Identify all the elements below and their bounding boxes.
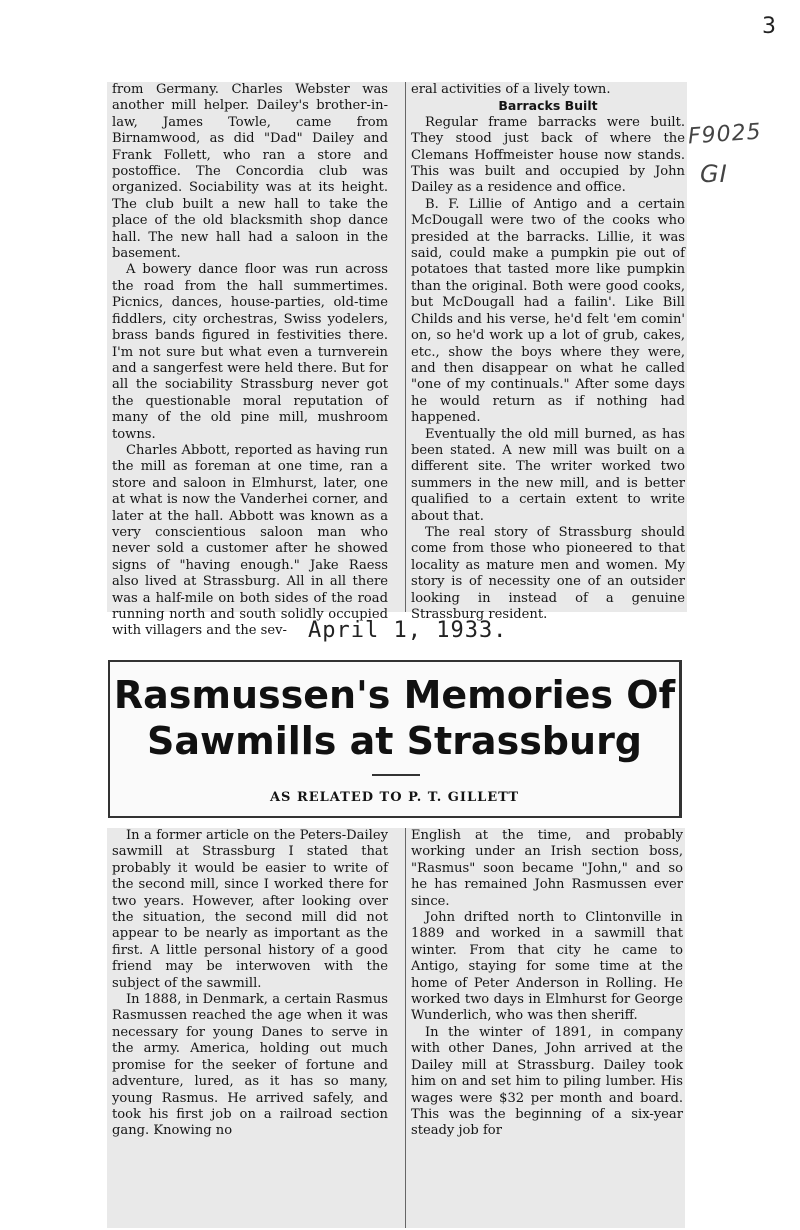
- headline-line-2: Sawmills at Strassburg: [146, 719, 643, 763]
- paragraph: Regular frame barracks were built. They stood just back of where the Clemans Hoffmeister house now stands. This was built and occupied by John Dailey as a residence and office.: [411, 114, 685, 196]
- bottom-article-right-column: [405, 828, 683, 1228]
- bottom-article-clipping: [107, 828, 685, 1228]
- headline-box: [108, 660, 682, 818]
- handwritten-initials: GI: [700, 160, 728, 188]
- paragraph: John drifted north to Clintonville in 1889 and worked in a sawmill that winter. From that city he came to Antigo, staying for some time at the home of Peter Anderson in Rolling. He worked two days in Elmhurst for George Wunderlich, who was then sheriff.: [411, 910, 683, 1024]
- top-article-left-column: [112, 82, 388, 639]
- bottom-article-left-column: [112, 828, 388, 1228]
- paragraph: eral activities of a lively town.: [411, 82, 611, 97]
- paragraph: Eventually the old mill burned, as has been stated. A new mill was built on a different site. The writer worked two summers in the new mill, and is better qualified to a certain extent to write about that.: [411, 426, 685, 524]
- top-article-right-column: [405, 82, 685, 622]
- paragraph: English at the time, and probably working under an Irish section boss, "Rasmus" soon became "John," and so he has remained John Rasmussen ever since.: [411, 828, 683, 909]
- handwritten-date: April 1, 1933.: [308, 618, 508, 643]
- handwritten-code: F9025: [687, 119, 763, 150]
- paragraph: from Germany. Charles Webster was another mill helper. Dailey's brother-in-law, James Towle, came from Birnamwood, as did "Dad" Dailey and Frank Follett, who ran a store and postoffice. The Concordia club was organized. Sociability was at its height. The club built a new hall to take the place of the old blacksmith shop dance hall. The new hall had a saloon in the basement.: [112, 82, 388, 262]
- headline-line-1: Rasmussen's Memories Of: [113, 673, 676, 717]
- headline-divider: [372, 774, 420, 776]
- paragraph: In the winter of 1891, in company with other Danes, John arrived at the Dailey mill at Strassburg. Dailey took him on and set him to piling lumber. His wages were $32 per month and board. This was the beginning of a six-year steady job for: [411, 1024, 683, 1139]
- paragraph: In a former article on the Peters-Dailey sawmill at Strassburg I stated that probably it would be easier to write of the second mill, since I worked there for two years. However, after looking over the situation, the second mill did not appear to be nearly as important as the first. A little personal history of a good friend may be interwoven with the subject of the sawmill.: [112, 828, 388, 991]
- paragraph: A bowery dance floor was run across the road from the hall summertimes. Picnics, dances, house-parties, old-time fiddlers, city orchestras, Swiss yodelers, brass bands figured in festivities there. I'm not sure but what even a turnverein and a sangerfest were held there. But for all the sociability Strassburg never got the questionable moral reputation of many of the old pine mill, mushroom towns.: [112, 262, 388, 442]
- paragraph: In 1888, in Denmark, a certain Rasmus Rasmussen reached the age when it was necessary for young Danes to serve in the army. America, holding out much promise for the seeker of fortune and adventure, lured, as it has so many, young Rasmus. He arrived safely, and took his first job on a railroad section gang. Knowing no: [112, 992, 388, 1139]
- paragraph: The real story of Strassburg should come from those who pioneered to that locality as mature men and women. My story is of necessity one of an outsider looking in instead of a genuine Strassburg resident.: [411, 524, 685, 622]
- subheading: Barracks Built: [498, 98, 598, 114]
- paragraph: B. F. Lillie of Antigo and a certain McDougall were two of the cooks who presided at the barracks. Lillie, it was said, could make a pumpkin pie out of potatoes that tasted more like pumpkin than the original. Both were good cooks, but McDougall had a failin'. Like Bill Childs and his verse, he'd felt 'em comin' on, so he'd work up a lot of grub, cakes, etc., show the boys where they were, and then disappear on what he called "one of my continuals." After some days he would return as if nothing had happened.: [411, 196, 685, 426]
- headline: [110, 672, 679, 764]
- byline: AS RELATED TO P. T. GILLETT: [269, 790, 520, 805]
- page-number: 3: [762, 14, 776, 39]
- paragraph: Charles Abbott, reported as having run the mill as foreman at one time, ran a store and saloon in Elmhurst, later, one at what is now the Vanderhei corner, and later at the hall. Abbott was known as a very conscientious saloon man who never sold a customer after he showed signs of "having enough." Jake Raess also lived at Strassburg. All in all there was a half-mile on both sides of the road running north and south solidly occupied with villagers and the sev-: [112, 442, 388, 639]
